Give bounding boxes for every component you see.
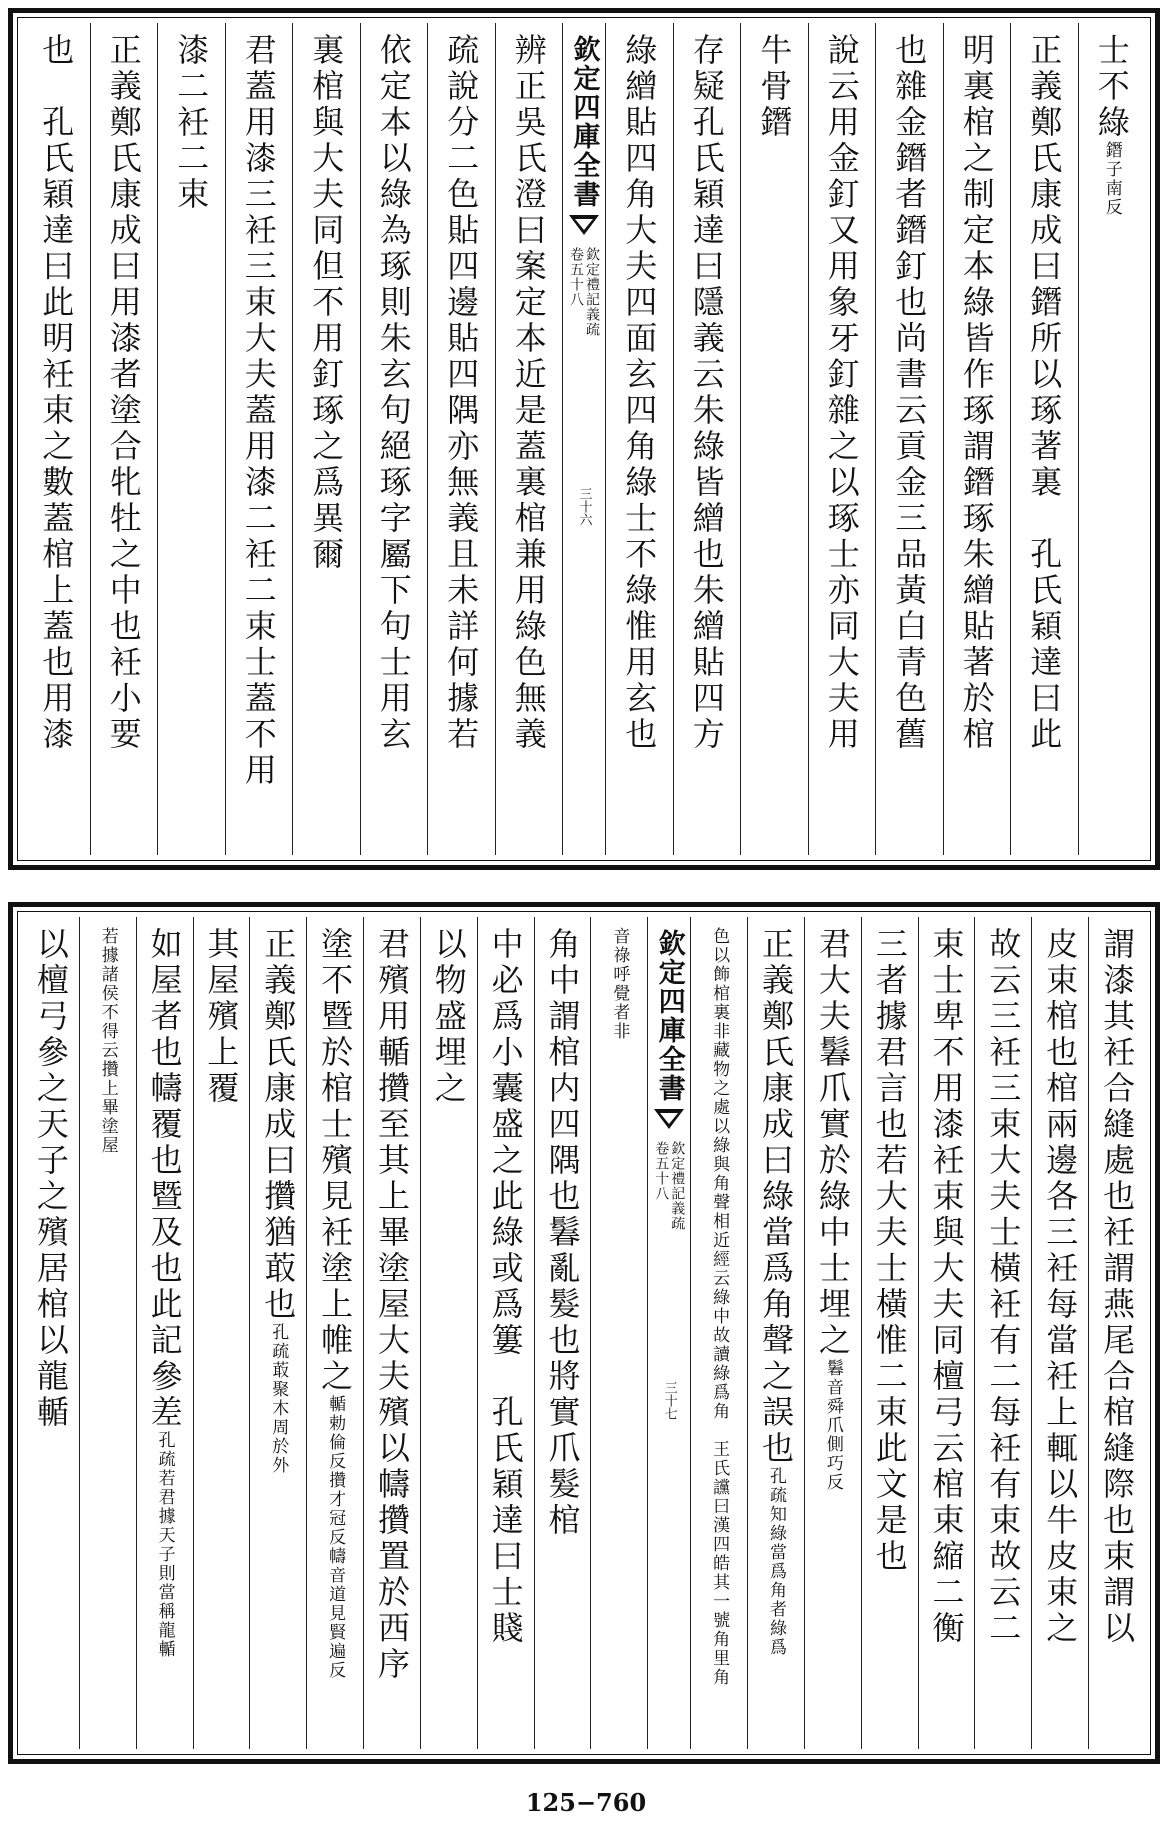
column-text [92,917,124,1749]
column-text [372,917,411,1749]
column-text [239,23,278,855]
text-column [605,23,673,855]
annotation-note: 孔疏菆聚木周於外 [268,1323,289,1475]
text-column [306,917,363,1749]
column-text [603,917,635,1749]
column-text [172,23,211,855]
column-text [1025,23,1064,855]
text-column [1010,23,1078,855]
volume-label: 欽定禮記義疏 [669,1141,686,1231]
annotation-note: 孔疏若君據天子則當稱龍輴 [154,1431,175,1659]
main-text: 裏棺與大夫同但不用釘琢之爲異爾 [307,33,346,573]
column-text [755,23,794,855]
page-number: 125−760 [525,1788,647,1817]
leaf-number: 三十六 [576,487,592,526]
text-column [477,917,534,1749]
center-fold-column [647,917,690,1749]
text-column [136,917,193,1749]
center-fold-column [562,23,605,855]
main-text: 正義鄭氏康成曰鐕所以琢著裏 孔氏穎達曰此 [1025,33,1064,753]
text-column [808,23,876,855]
column-text [429,917,468,1749]
main-text: 束士卑不用漆衽束與大夫同檀弓云棺束縮二衡 [927,927,966,1647]
annotation-note: 若據諸侯不得云攢上畢塗屋 [97,927,118,1155]
column-text [1098,917,1137,1749]
column-text [307,23,346,855]
text-column [23,23,90,855]
column-text [543,917,582,1749]
main-text: 塗不暨於棺士殯見衽塗上帷之 [316,927,355,1395]
volume-info [654,1141,684,1231]
column-text [687,23,726,855]
lower-page [8,902,1160,1764]
main-text: 君蓋用漆三衽三束大夫蓋用漆二衽二束士蓋不用 [239,33,278,789]
main-text: 中必爲小囊盛之此綠或爲簍 孔氏穎達曰士賤 [486,927,525,1647]
text-column [427,23,495,855]
text-column [747,917,804,1749]
text-column [90,23,158,855]
lower-columns [23,917,1145,1749]
main-text: 正義鄭氏康成曰用漆者塗合牝牡之中也衽小要 [104,33,143,753]
volume-label: 欽定禮記義疏 [584,247,600,337]
main-text: 其屋殯上覆 [202,927,241,1107]
text-column [79,917,136,1749]
text-column [1031,917,1088,1749]
main-text: 君大夫鬊爪實於綠中士埋之 [813,927,852,1359]
main-text: 也 孔氏穎達曰此明衽束之數蓋棺上蓋也用漆 [37,33,76,753]
text-column [420,917,477,1749]
column-text [37,23,76,855]
column-text [890,23,929,855]
text-column [249,917,306,1749]
main-text: 也雜金鐕者鐕釘也尚書云貢金三品黃白青色舊 [890,33,929,753]
text-column [1078,23,1146,855]
text-column [360,23,428,855]
main-text: 三者據君言也若大夫士橫惟二束此文是也 [870,927,909,1575]
text-column [590,917,647,1749]
text-column [292,23,360,855]
annotation-note: 輴勅倫反攢才冠反幬音道見賢遍反 [325,1395,346,1680]
main-text: 士不綠 [1092,33,1131,141]
main-text: 以檀弓參之天子之殯居棺以龍輴 [31,927,70,1431]
text-column [495,23,563,855]
main-text: 君殯用輴攢至其上畢塗屋大夫殯以幬攢置於西序 [372,927,411,1683]
column-text [620,23,659,855]
column-text [31,917,70,1749]
column-text [104,23,143,855]
column-text [703,917,735,1749]
main-text: 辨正吳氏澄曰案定本近是蓋裏棺兼用綠色無義 [509,33,548,753]
text-column [363,917,420,1749]
text-column [157,23,225,855]
column-text [316,917,355,1749]
fishtail-mark-icon [569,215,599,235]
main-text: 明裏棺之制定本綠皆作琢謂鐕琢朱繒貼著於棺 [957,33,996,753]
column-text [509,23,548,855]
column-text [927,917,966,1749]
text-column [861,917,918,1749]
text-column [225,23,293,855]
main-text: 漆二衽二束 [172,33,211,213]
column-text [202,917,241,1749]
book-title: 欽定四庫全書 [653,929,685,1103]
text-column [918,917,975,1749]
text-column [673,23,741,855]
main-text: 如屋者也幬覆也暨及也此記參差 [145,927,184,1431]
text-column [193,917,250,1749]
column-text [957,23,996,855]
text-column [690,917,747,1749]
main-text: 皮束棺也棺兩邊各三衽每當衽上輒以牛皮束之 [1041,927,1080,1647]
column-text [822,23,861,855]
upper-page [8,8,1160,870]
leaf-number: 三十七 [661,1381,677,1420]
main-text: 存疑孔氏穎達曰隱義云朱綠皆繒也朱繒貼四方 [687,33,726,753]
text-column [943,23,1011,855]
upper-columns [23,23,1145,855]
annotation-note: 孔疏知綠當爲角者綠爲 [766,1467,787,1657]
text-column [1088,917,1145,1749]
main-text: 角中謂棺内四隅也鬊亂髮也將實爪髮棺 [543,927,582,1539]
text-column [875,23,943,855]
column-text [486,917,525,1749]
text-column [534,917,591,1749]
column-text [870,917,909,1749]
column-text [259,917,298,1749]
main-text: 謂漆其衽合縫處也衽謂燕尾合棺縫際也束謂以 [1098,927,1137,1647]
main-text: 牛骨鐕 [755,33,794,141]
column-text [813,917,852,1749]
text-column [974,917,1031,1749]
annotation-note: 色以飾棺裏非藏物之處以綠與角聲相近經云綠中故讀綠爲角 王氏讜曰漢四皓其一號角里角 [709,927,730,1687]
volume-info [569,247,599,337]
main-text: 綠繒貼四角大夫四面玄四角綠士不綠惟用玄也 [620,33,659,753]
main-text: 正義鄭氏康成曰綠當爲角聲之誤也 [757,927,796,1467]
column-text [442,23,481,855]
annotation-note: 鬊音舜爪側巧反 [822,1359,843,1492]
main-text: 故云三衽三束大夫士橫衽有二每衽有束故云二 [984,927,1023,1647]
annotation-note: 鐕子南反 [1101,141,1122,217]
text-column [804,917,861,1749]
column-text [1092,23,1131,855]
book-title: 欽定四庫全書 [568,35,600,209]
text-column [23,917,79,1749]
main-text: 說云用金釘又用象牙釘雜之以琢士亦同大夫用 [822,33,861,753]
column-text [1041,917,1080,1749]
main-text: 正義鄭氏康成曰攢猶菆也 [259,927,298,1323]
main-text: 以物盛埋之 [429,927,468,1107]
volume-label: 卷五十八 [653,1141,670,1201]
column-text [757,917,796,1749]
column-text [145,917,184,1749]
text-column [740,23,808,855]
column-text [374,23,413,855]
main-text: 依定本以綠為琢則朱玄句絕琢字屬下句士用玄 [374,33,413,753]
column-text [984,917,1023,1749]
annotation-note: 音祿呼覺者非 [609,927,630,1041]
main-text: 疏說分二色貼四邊貼四隅亦無義且未詳何據若 [442,33,481,753]
fishtail-mark-icon [654,1109,684,1129]
volume-label: 卷五十八 [568,247,584,307]
